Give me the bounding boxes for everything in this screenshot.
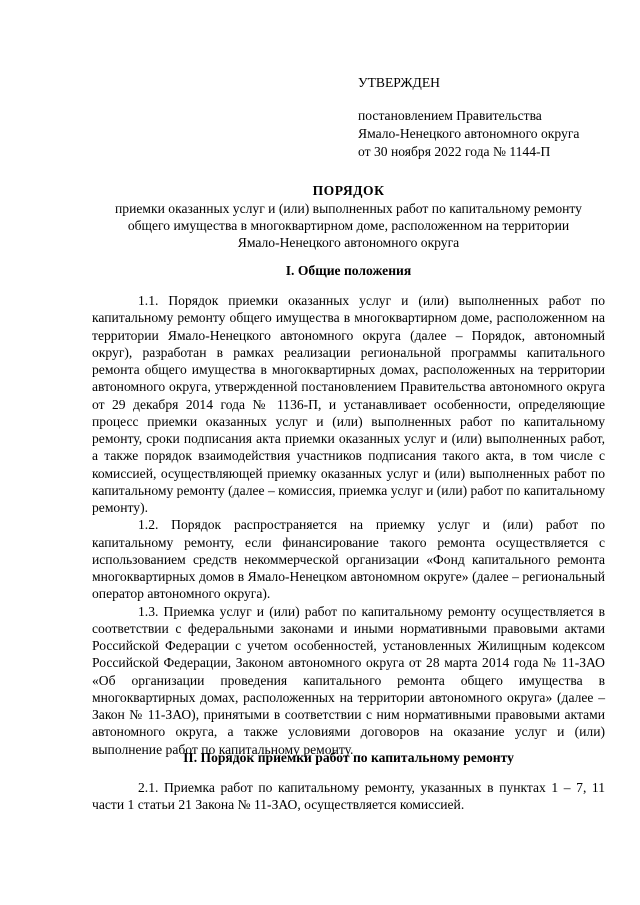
section-heading-2: II. Порядок приемки работ по капитальному ремонту [183,750,514,765]
paragraph-1-2: 1.2. Порядок распространяется на приемку услуг и (или) работ по капитальному ремонту, если финансирование такого ремонта осуществляется с использованием средств некоммерческой организации «Фонд капитального ремонта многоквартирных домов в Ямало-Ненецком автономном округе» (далее – региональный оператор автономного округа). [92,517,605,602]
approval-block [358,74,628,161]
document-title-block [92,182,605,251]
document-subtitle: приемки оказанных услуг и (или) выполненных работ по капитальному ремонту общего имущества в многоквартирном доме, расположенном на территории Ямало-Ненецкого автономного округа [115,201,582,250]
approval-line: постановлением Правительства [358,108,542,123]
section-body-1 [92,292,605,758]
paragraph-1-1: 1.1. Порядок приемки оказанных услуг и (или) выполненных работ по капитальному ремонту общего имущества в многоквартирном доме, расположенном на территории Ямало-Ненецкого автономного округа (далее – Порядок, автономный округ), разработан в рамках реализации региональной программы капитального ремонта общего имущества в многоквартирных домах, расположенных на территории автономного округа, утвержденной постановлением Правительства автономного округа от 29 декабря 2014 года № 1136-П, и устанавливает особенности, определяющие процесс приемки оказанных услуг и (или) выполненных работ по капитальному ремонту, сроки подписания акта приемки оказанных услуг и (или) выполненных работ, а также порядок взаимодействия участников подписания такого акта, в том числе с комиссией, осуществляющей приемку оказанных услуг и (или) выполненных работ по капитальному ремонту (далее – комиссия, приемка услуг и (или) работ по капитальному ремонту). [92,293,605,515]
paragraph-2-1: 2.1. Приемка работ по капитальному ремонту, указанных в пунктах 1 – 7, 11 части 1 статьи 21 Закона № 11-ЗАО, осуществляется комиссией. [92,780,605,813]
approval-line: от 30 ноября 2022 года № 1144-П [358,144,551,159]
document-title: ПОРЯДОК [312,183,385,198]
approval-stamp: УТВЕРЖДЕН [358,75,440,90]
section-heading-1: I. Общие положения [285,263,412,278]
paragraph-1-3: 1.3. Приемка услуг и (или) работ по капитальному ремонту осуществляется в соответствии с федеральными законами и иными нормативными правовыми актами Российской Федерации с учетом особенностей, установленных Жилищным кодексом Российской Федерации, Законом автономного округа от 28 марта 2014 года № 11-ЗАО «Об организации проведения капитального ремонта общего имущества в многоквартирных домах, расположенных на территории автономного округа» (далее – Закон № 11-ЗАО), принятыми в соответствии с ним нормативными правовыми актами автономного округа, а также условиями договоров на оказание услуг и (или) выполнение работ по капитальному ремонту. [92,603,605,757]
section-body-2 [92,779,605,814]
approval-line: Ямало-Ненецкого автономного округа [358,126,580,141]
